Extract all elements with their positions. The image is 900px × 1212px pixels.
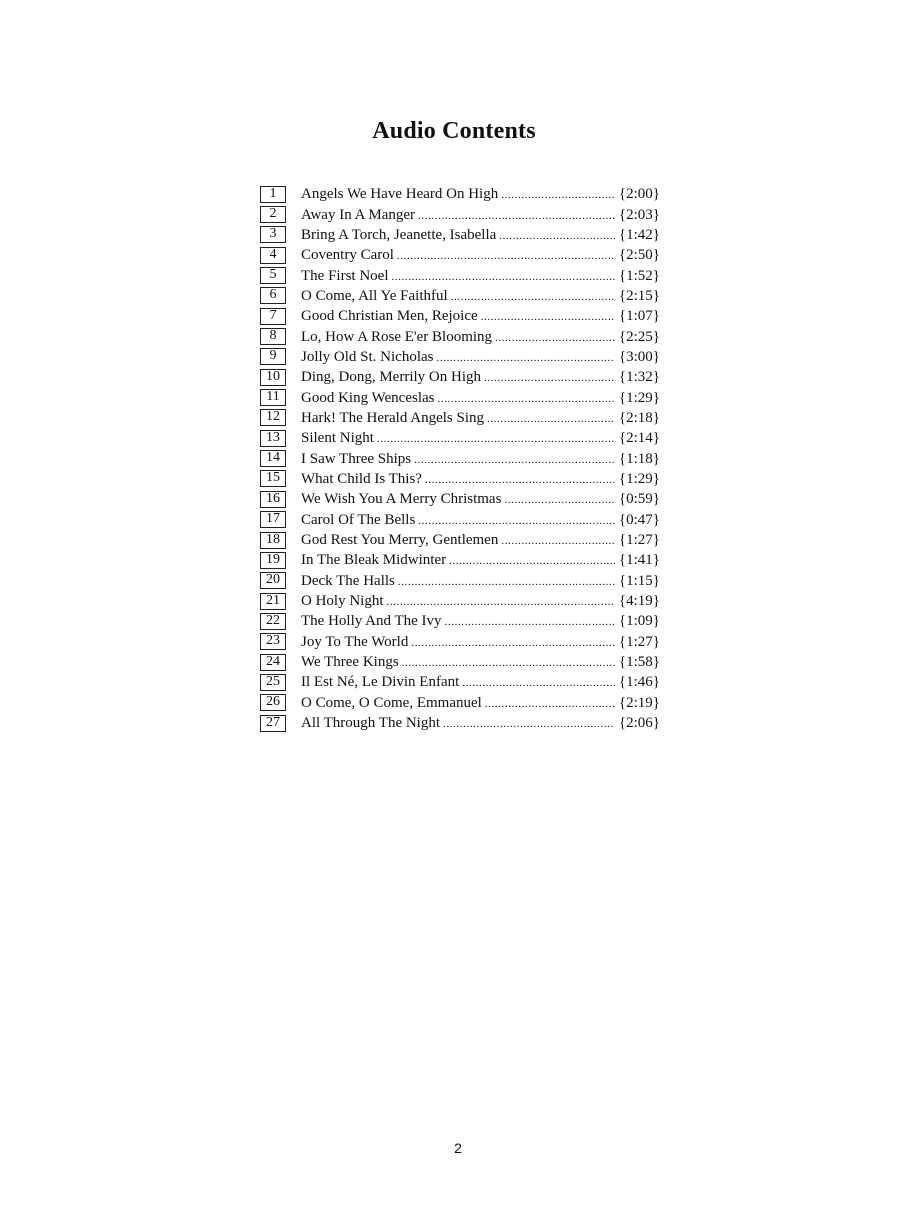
dot-leader — [501, 184, 615, 204]
track-number: 13 — [260, 430, 286, 447]
dot-leader — [499, 225, 615, 245]
track-row — [260, 713, 660, 733]
track-title: The Holly And The Ivy — [301, 613, 442, 630]
track-title: The First Noel — [301, 267, 389, 284]
track-row — [260, 204, 660, 224]
dot-leader — [462, 672, 615, 692]
track-number: 27 — [260, 715, 286, 732]
track-number: 14 — [260, 450, 286, 467]
track-duration: {4:19} — [618, 593, 660, 610]
track-duration: {2:00} — [618, 186, 660, 203]
track-title: Deck The Halls — [301, 572, 395, 589]
dot-leader — [495, 327, 615, 347]
track-row — [260, 387, 660, 407]
track-row — [260, 632, 660, 652]
track-title: God Rest You Merry, Gentlemen — [301, 532, 499, 549]
dot-leader — [449, 550, 615, 570]
track-row — [260, 367, 660, 387]
track-title: Good Christian Men, Rejoice — [301, 308, 478, 325]
track-row — [260, 448, 660, 468]
track-title: Lo, How A Rose E'er Blooming — [301, 328, 493, 345]
track-title: We Wish You A Merry Christmas — [301, 491, 502, 508]
track-number: 6 — [260, 287, 286, 304]
dot-leader — [451, 286, 615, 306]
dot-leader — [418, 510, 615, 530]
track-duration: {1:27} — [618, 633, 660, 650]
track-number: 22 — [260, 613, 286, 630]
track-duration: {1:15} — [618, 572, 660, 589]
track-number: 17 — [260, 511, 286, 528]
track-number: 15 — [260, 470, 286, 487]
track-row — [260, 672, 660, 692]
track-number: 26 — [260, 694, 286, 711]
track-row — [260, 306, 660, 326]
track-duration: {1:41} — [618, 552, 660, 569]
track-number: 9 — [260, 348, 286, 365]
track-title: Hark! The Herald Angels Sing — [301, 409, 485, 426]
track-row — [260, 408, 660, 428]
track-duration: {1:29} — [618, 389, 660, 406]
track-number: 19 — [260, 552, 286, 569]
track-duration: {2:15} — [618, 287, 660, 304]
dot-leader — [377, 428, 615, 448]
track-row — [260, 550, 660, 570]
track-title: Coventry Carol — [301, 247, 394, 264]
track-row — [260, 347, 660, 367]
track-number: 2 — [260, 206, 286, 223]
track-number: 21 — [260, 593, 286, 610]
dot-leader — [484, 367, 615, 387]
track-title: Ding, Dong, Merrily On High — [301, 369, 481, 386]
track-row — [260, 245, 660, 265]
track-duration: {2:03} — [618, 206, 660, 223]
track-duration: {0:47} — [618, 511, 660, 528]
track-duration: {0:59} — [618, 491, 660, 508]
track-number: 18 — [260, 532, 286, 549]
track-title: Away In A Manger — [301, 206, 416, 223]
track-duration: {3:00} — [618, 348, 660, 365]
track-row — [260, 693, 660, 713]
track-number: 10 — [260, 369, 286, 386]
track-title: Jolly Old St. Nicholas — [301, 348, 434, 365]
track-duration: {1:07} — [618, 308, 660, 325]
dot-leader — [411, 632, 615, 652]
track-number: 23 — [260, 633, 286, 650]
dot-leader — [387, 591, 615, 611]
track-title: We Three Kings — [301, 654, 399, 671]
track-number: 4 — [260, 247, 286, 264]
track-number: 25 — [260, 674, 286, 691]
track-row — [260, 326, 660, 346]
track-duration: {1:42} — [618, 226, 660, 243]
dot-leader — [402, 652, 615, 672]
track-duration: {1:32} — [618, 369, 660, 386]
track-row — [260, 652, 660, 672]
track-row — [260, 286, 660, 306]
track-title: In The Bleak Midwinter — [301, 552, 447, 569]
track-title: O Come, All Ye Faithful — [301, 287, 448, 304]
track-title: What Child Is This? — [301, 470, 422, 487]
track-duration: {2:18} — [618, 409, 660, 426]
track-row — [260, 184, 660, 204]
track-duration: {1:29} — [618, 470, 660, 487]
track-title: Il Est Né, Le Divin Enfant — [301, 674, 460, 691]
dot-leader — [481, 306, 615, 326]
dot-leader — [397, 245, 615, 265]
track-row — [260, 571, 660, 591]
track-duration: {1:09} — [618, 613, 660, 630]
track-title: All Through The Night — [301, 715, 441, 732]
track-title: O Holy Night — [301, 593, 384, 610]
track-row — [260, 591, 660, 611]
track-number: 7 — [260, 308, 286, 325]
track-row — [260, 611, 660, 631]
track-duration: {1:18} — [618, 450, 660, 467]
track-title: I Saw Three Ships — [301, 450, 412, 467]
track-duration: {2:14} — [618, 430, 660, 447]
dot-leader — [485, 693, 615, 713]
track-title: O Come, O Come, Emmanuel — [301, 694, 482, 711]
track-duration: {1:52} — [618, 267, 660, 284]
track-title: Joy To The World — [301, 633, 409, 650]
track-row — [260, 530, 660, 550]
track-duration: {1:27} — [618, 532, 660, 549]
track-title: Good King Wenceslas — [301, 389, 435, 406]
dot-leader — [437, 347, 615, 367]
track-duration: {2:19} — [618, 694, 660, 711]
track-number: 1 — [260, 186, 286, 203]
track-title: Angels We Have Heard On High — [301, 186, 499, 203]
track-list — [260, 184, 660, 733]
dot-leader — [392, 266, 615, 286]
track-number: 8 — [260, 328, 286, 345]
dot-leader — [445, 611, 615, 631]
dot-leader — [443, 713, 615, 733]
track-duration: {1:46} — [618, 674, 660, 691]
track-duration: {1:58} — [618, 654, 660, 671]
page-title: Audio Contents — [372, 118, 536, 144]
track-title: Carol Of The Bells — [301, 511, 416, 528]
track-row — [260, 489, 660, 509]
track-number: 16 — [260, 491, 286, 508]
page-number: 2 — [454, 1140, 462, 1156]
dot-leader — [504, 489, 614, 509]
track-row — [260, 265, 660, 285]
track-number: 5 — [260, 267, 286, 284]
track-number: 24 — [260, 654, 286, 671]
track-row — [260, 225, 660, 245]
track-row — [260, 469, 660, 489]
dot-leader — [501, 530, 615, 550]
track-number: 3 — [260, 226, 286, 243]
dot-leader — [414, 449, 615, 469]
dot-leader — [438, 388, 615, 408]
dot-leader — [418, 205, 615, 225]
dot-leader — [398, 571, 615, 591]
track-row — [260, 510, 660, 530]
dot-leader — [425, 469, 615, 489]
dot-leader — [487, 408, 615, 428]
track-number: 12 — [260, 409, 286, 426]
track-duration: {2:50} — [618, 247, 660, 264]
track-title: Bring A Torch, Jeanette, Isabella — [301, 226, 497, 243]
track-number: 20 — [260, 572, 286, 589]
track-duration: {2:06} — [618, 715, 660, 732]
track-row — [260, 428, 660, 448]
track-number: 11 — [260, 389, 286, 406]
track-duration: {2:25} — [618, 328, 660, 345]
track-title: Silent Night — [301, 430, 374, 447]
